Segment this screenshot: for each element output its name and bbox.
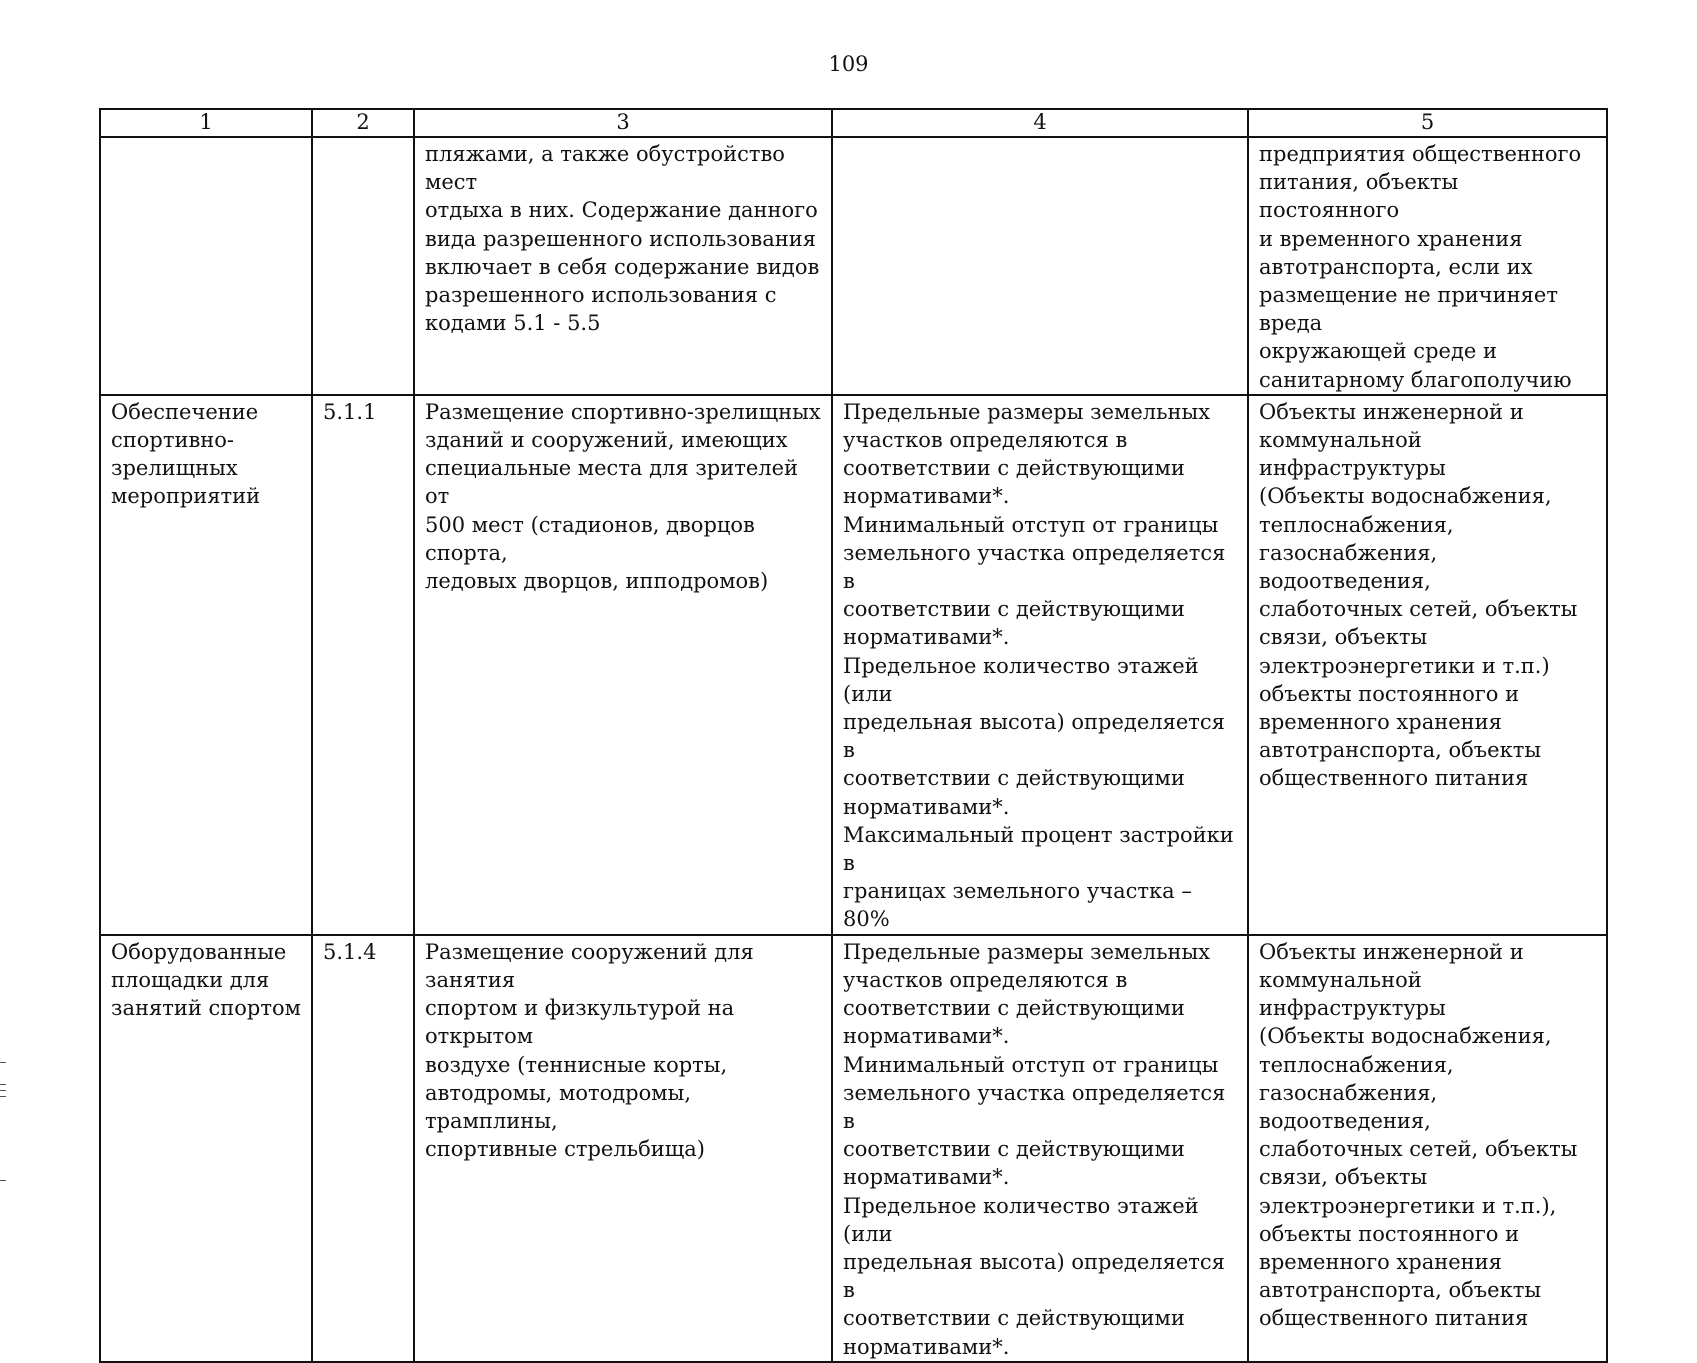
auxiliary-uses-cell <box>1248 395 1607 935</box>
use-name: Оборудованные площадки для занятий спортом <box>111 939 301 1021</box>
auxiliary-uses: Объекты инженерной и коммунальной инфраструктуры (Объекты водоснабжения, теплоснабжения, газоснабжения, водоотведения, слаботочных сетей, объекты связи, объекты электроэнергетики и т.п.), объекты постоянного и временного хранения автотранспорта, объекты общественного питания <box>1259 939 1578 1331</box>
table-row <box>100 395 1607 935</box>
parameters-cell <box>832 137 1248 395</box>
use-code: 5.1.1 <box>323 399 377 424</box>
auxiliary-uses: Объекты инженерной и коммунальной инфраструктуры (Объекты водоснабжения, теплоснабжения, газоснабжения, водоотведения, слаботочных сетей, объекты связи, объекты электроэнергетики и т.п.) объекты постоянного и временного хранения автотранспорта, объекты общественного питания <box>1259 399 1578 791</box>
use-name: Обеспечение спортивно- зрелищных мероприятий <box>111 399 261 509</box>
use-parameters: Предельные размеры земельных участков определяются в соответствии с действующими нормативами*. Минимальный отступ от границы земельного участка определяется в соответствии с действующими нормативами*. Предельное количество этажей (или предельная высота) определяется в соответствии с действующими нормативами*. Максимальный процент застройки в границах земельного участка – 80% <box>843 399 1234 932</box>
use-description: пляжами, а также обустройство мест отдыха в них. Содержание данного вида разрешенного использования включает в себя содержание видов разрешенного использования с кодами 5.1 - 5.5 <box>425 142 820 336</box>
page-number: 109 <box>828 52 869 76</box>
scan-margin-mark <box>0 1084 6 1085</box>
header-col-4: 4 <box>832 109 1248 137</box>
header-row <box>100 109 1607 137</box>
header-col-5: 5 <box>1248 109 1607 137</box>
header-col-2: 2 <box>312 109 414 137</box>
auxiliary-uses: предприятия общественного питания, объекты постоянного и временного хранения автотранспорта, если их размещение не причиняет вреда окружающей среде и санитарному благополучию <box>1259 142 1582 392</box>
description-cell <box>414 395 832 935</box>
auxiliary-uses-cell <box>1248 935 1607 1362</box>
header-col-1: 1 <box>100 109 312 137</box>
description-cell <box>414 137 832 395</box>
code-cell <box>312 137 414 395</box>
auxiliary-uses-cell <box>1248 137 1607 395</box>
scan-margin-mark <box>0 1062 6 1063</box>
use-parameters: Предельные размеры земельных участков определяются в соответствии с действующими нормативами*. Минимальный отступ от границы земельного участка определяется в соответствии с действующими нормативами*. Предельное количество этажей (или предельная высота) определяется в соответствии с действующими нормативами*. <box>843 939 1226 1359</box>
description-cell <box>414 935 832 1362</box>
use-name-cell <box>100 935 312 1362</box>
use-code: 5.1.4 <box>323 939 377 964</box>
code-cell <box>312 935 414 1362</box>
header-col-3: 3 <box>414 109 832 137</box>
parameters-cell <box>832 395 1248 935</box>
use-name-cell <box>100 395 312 935</box>
use-description: Размещение спортивно-зрелищных зданий и сооружений, имеющих специальные места для зрителей от 500 мест (стадионов, дворцов спорта, ледовых дворцов, ипподромов) <box>425 399 821 594</box>
scan-margin-mark <box>0 1090 6 1091</box>
scan-margin-mark <box>0 1096 6 1097</box>
scan-margin-mark <box>0 1180 6 1181</box>
parameters-cell <box>832 935 1248 1362</box>
land-use-table <box>99 108 1608 1363</box>
table-row <box>100 137 1607 395</box>
use-name-cell <box>100 137 312 395</box>
table-row <box>100 935 1607 1362</box>
use-description: Размещение сооружений для занятия спортом и физкультурой на открытом воздухе (теннисные корты, автодромы, мотодромы, трамплины, спортивные стрельбища) <box>425 939 754 1162</box>
code-cell <box>312 395 414 935</box>
